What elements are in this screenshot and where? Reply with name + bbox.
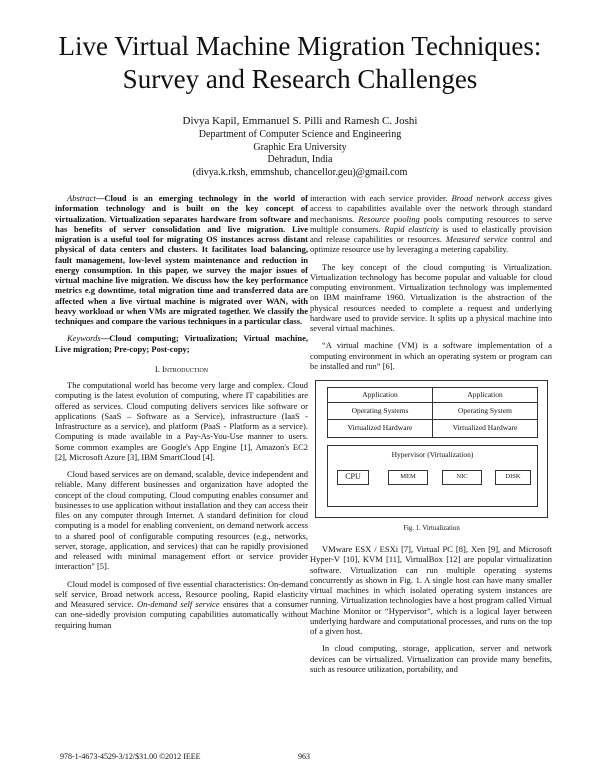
r1-term-3: Rapid elasticity: [384, 223, 439, 234]
abstract-dash: —: [95, 193, 105, 203]
os-box-1: Operating Systems: [327, 402, 433, 420]
abstract: [55, 193, 308, 326]
author-university: Graphic Era University: [253, 141, 347, 153]
section-name: Introduction: [161, 363, 209, 374]
author-names: Divya Kapil, Emmanuel S. Pilli and Ramesh C. Joshi: [182, 115, 418, 127]
page-number: 963: [298, 752, 310, 761]
r1-text-c: pools computing resources to serve multiple consumers.: [310, 213, 552, 234]
disk-box: DISK: [495, 470, 531, 485]
author-department: Department of Computer Science and Engineering: [198, 128, 402, 140]
r1-text-d: is used to elastically provision and release capabilities or resources.: [310, 223, 552, 244]
application-box-2: Application: [432, 387, 538, 403]
r1-text-a: interaction with each service provider.: [310, 193, 452, 203]
author-block: [0, 115, 600, 180]
keywords-lead: Keywords: [67, 333, 101, 344]
author-emails: (divya.k.rksh, emmshub, chancellor.geu)@gmail.com: [192, 167, 408, 179]
virtualized-hardware-box-1: Virtualized Hardware: [327, 419, 433, 438]
right-paragraph-2: The key concept of the cloud computing is Virtualization. Virtualization technology has become popular and valuable for cloud computing environment. Virtualization technology was implemented on IBM mainframe 1960. Virtualization is the abstraction of the physical resources needed to complete a request and underlying hardware used to provide service. It splits up a physical machine into several virtual machines.: [310, 261, 552, 333]
figure-caption: Fig. 1. Virtualization: [403, 525, 460, 532]
intro-paragraph-1: The computational world has become very large and complex. Cloud computing is the latest evolution of computing, where IT capabilities are offered as services. Cloud computing delivers services like software or applications (SaaS – Software as a Service), infrastructure (IaaS - Infrastructure as a service), and platform (PaaS - Platform as a service). Computing is made available in a Pay-As-You-Use manner to users. Some common examples are Google's App Engine [1], Amazon's EC2 [2], Microsoft Azure [3], IBM SmartCloud [4].: [55, 380, 308, 462]
application-box-1: Application: [327, 387, 433, 403]
title-line-2: Survey and Research Challenges: [122, 64, 478, 94]
r1-term-1: Broad network access: [451, 193, 531, 203]
keywords: [55, 333, 308, 354]
virtualized-hardware-box-2: Virtualized Hardware: [432, 419, 538, 438]
p3-text-a: Cloud model is composed of five essential characteristics: On-demand self service, Broad network access, Resource pooling, Rapid elasticity and Measured service.: [55, 578, 308, 609]
section-number: I.: [154, 363, 160, 374]
vm-definition-quote: “A virtual machine (VM) is a software implementation of a computing environment in which an operating system or program can be installed and run” [6].: [310, 340, 552, 371]
nic-box: NIC: [442, 470, 482, 485]
p3-text-b: ensures that a consumer can one-sidedly provision computing capabilities automatically without requiring human: [55, 599, 308, 630]
right-paragraph-4: In cloud computing, storage, application, server and network devices can be virtualized. Virtualization can provide many benefits, such as resource utilization, portability, and: [310, 643, 552, 674]
footer-isbn: 978-1-4673-4529-3/12/$31.00 ©2012 IEEE: [60, 752, 201, 761]
hypervisor-label: Hypervisor (Virtualization): [391, 450, 474, 459]
keywords-text: Cloud computing; Virtualization; Virtual machine, Live migration; Pre-copy; Post-copy;: [55, 333, 308, 354]
section-heading-introduction: [55, 364, 308, 374]
abstract-lead: Abstract: [67, 193, 96, 203]
right-paragraph-1: [310, 193, 552, 255]
title-line-1: Live Virtual Machine Migration Techniques:: [58, 31, 542, 61]
cpu-box: CPU: [337, 470, 369, 485]
virtualization-figure: [315, 380, 548, 544]
os-box-2: Operating System: [432, 402, 538, 420]
mem-box: MEM: [388, 470, 428, 485]
keywords-dash: —: [100, 333, 110, 344]
right-paragraph-3: VMware ESX / ESXi [7], Virtual PC [8], Xen [9], and Microsoft Hyper-V [10], KVM [11], VirtualBox [12] are popular virtualization software. Virtualization can run multiple operating systems concurrently as shown in Fig. 1. A single host can have many smaller virtual machines in which isolated operating system instances are running. Virtualization technologies have a host program called Virtual Machine Monitor or “Hypervisor”, which is a logical layer between underlying hardware and computational processes, and runs on the top of a given host.: [310, 544, 552, 636]
p3-term: On-demand self service: [136, 599, 220, 609]
left-column: [55, 193, 308, 630]
intro-paragraph-2: Cloud based services are on demand, scalable, device independent and reliable. Many different businesses and organization have adopted the concept of the cloud computing. Cloud computing enables consumer and businesses to use application without installation and they can access their files on any computer through Internet. A standard definition for cloud computing is a model for enabling convenient, on demand network access to a shared pool of configurable computing resources (e.g., networks, server, storage, application, and services) that can be rapidly provisioned and released with minimal management effort or service provider interaction" [5].: [55, 469, 308, 572]
intro-paragraph-3: [55, 579, 308, 630]
r1-term-2: Resource pooling: [358, 213, 420, 224]
r1-text-e: control and optimize resource use by leveraging a metering capability.: [310, 234, 552, 255]
author-city: Dehradun, India: [267, 154, 333, 166]
right-column: [310, 193, 552, 674]
r1-term-4: Measured service: [445, 234, 508, 244]
abstract-text: Cloud is an emerging technology in the world of information technology and is built on the key concept of virtualization. Virtualization separates hardware from software and has benefits of server consolidation and live migration. Live migration is a useful tool for migrating OS instances across distant physical of data centers and clusters. It facilitates load balancing, fault management, low-level system maintenance and reduction in energy consumption. In this paper, we survey the major issues of virtual machine live migration. We discuss how the key performance metrics e.g downtime, total migration time and transferred data are affected when a live virtual machine is migrated over WAN, with heavy workload or when VMs are migrated together. We classify the techniques and compare the various techniques in a particular class.: [55, 193, 308, 326]
r1-text-b: gives access to capabilities available over the network through standard mechanisms.: [310, 193, 552, 224]
paper-title: [0, 30, 600, 96]
